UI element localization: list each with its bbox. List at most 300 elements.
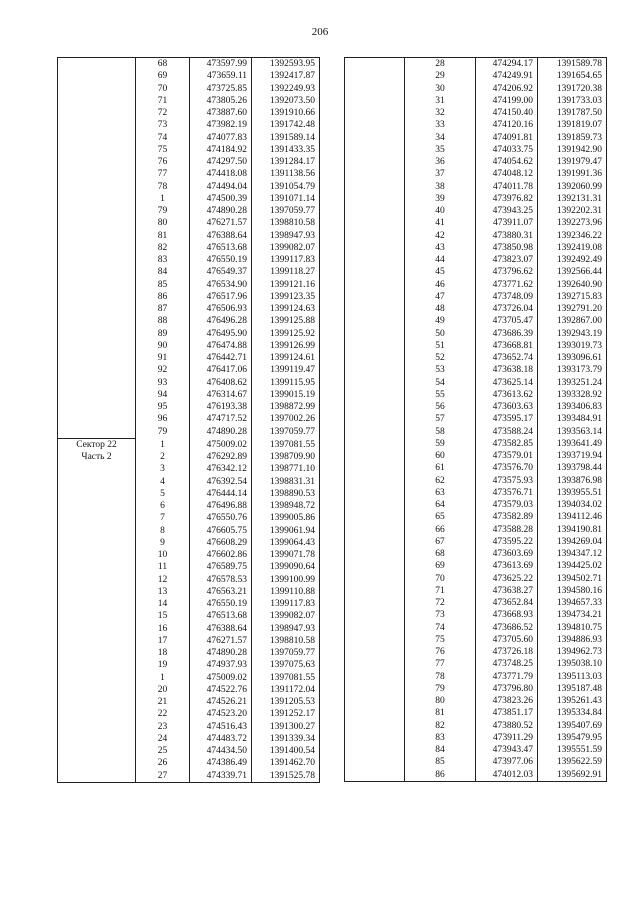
section-label-cell bbox=[58, 352, 136, 364]
y-coordinate-cell: 1391654.65 bbox=[538, 70, 607, 82]
point-number-cell: 68 bbox=[405, 548, 476, 560]
section-label-cell bbox=[345, 744, 405, 756]
x-coordinate-cell: 473659.11 bbox=[190, 70, 252, 82]
table-row bbox=[58, 757, 320, 769]
table-row bbox=[58, 144, 320, 156]
table-row bbox=[345, 303, 607, 315]
table-row bbox=[58, 389, 320, 401]
section-label-cell bbox=[58, 107, 136, 119]
table-body-right bbox=[345, 58, 607, 782]
x-coordinate-cell: 473771.62 bbox=[476, 279, 538, 291]
y-coordinate-cell: 1392593.95 bbox=[252, 58, 320, 71]
section-label-cell bbox=[345, 511, 405, 523]
section-label-cell bbox=[58, 242, 136, 254]
section-label-cell bbox=[345, 573, 405, 585]
point-number-cell: 23 bbox=[136, 721, 190, 733]
y-coordinate-cell: 1391071.14 bbox=[252, 193, 320, 205]
table-row bbox=[345, 756, 607, 768]
section-label-cell bbox=[345, 58, 405, 71]
y-coordinate-cell: 1394112.46 bbox=[538, 511, 607, 523]
point-number-cell: 34 bbox=[405, 132, 476, 144]
table-row bbox=[345, 536, 607, 548]
point-number-cell: 70 bbox=[405, 573, 476, 585]
y-coordinate-cell: 1393798.44 bbox=[538, 462, 607, 474]
x-coordinate-cell: 473638.18 bbox=[476, 364, 538, 376]
point-number-cell: 58 bbox=[405, 426, 476, 438]
section-label-cell bbox=[58, 696, 136, 708]
section-label-cell bbox=[58, 623, 136, 635]
y-coordinate-cell: 1399124.61 bbox=[252, 352, 320, 364]
y-coordinate-cell: 1391400.54 bbox=[252, 745, 320, 757]
x-coordinate-cell: 473603.69 bbox=[476, 548, 538, 560]
section-label-cell bbox=[58, 574, 136, 586]
section-label-cell bbox=[345, 769, 405, 782]
x-coordinate-cell: 473705.60 bbox=[476, 634, 538, 646]
y-coordinate-cell: 1397002.26 bbox=[252, 413, 320, 425]
table-row bbox=[345, 732, 607, 744]
point-number-cell: 70 bbox=[136, 83, 190, 95]
table-row bbox=[345, 720, 607, 732]
section-label-cell bbox=[58, 193, 136, 205]
x-coordinate-cell: 473652.74 bbox=[476, 352, 538, 364]
y-coordinate-cell: 1397059.77 bbox=[252, 647, 320, 659]
point-number-cell: 62 bbox=[405, 475, 476, 487]
y-coordinate-cell: 1399082.07 bbox=[252, 610, 320, 622]
x-coordinate-cell: 474516.43 bbox=[190, 721, 252, 733]
section-label-cell bbox=[58, 254, 136, 266]
table-row bbox=[345, 193, 607, 205]
x-coordinate-cell: 474526.21 bbox=[190, 696, 252, 708]
x-coordinate-cell: 473576.70 bbox=[476, 462, 538, 474]
y-coordinate-cell: 1398709.90 bbox=[252, 451, 320, 463]
x-coordinate-cell: 474077.83 bbox=[190, 132, 252, 144]
y-coordinate-cell: 1391991.36 bbox=[538, 168, 607, 180]
y-coordinate-cell: 1392715.83 bbox=[538, 291, 607, 303]
y-coordinate-cell: 1395692.91 bbox=[538, 769, 607, 782]
x-coordinate-cell: 476578.53 bbox=[190, 574, 252, 586]
table-row bbox=[345, 266, 607, 278]
x-coordinate-cell: 476495.90 bbox=[190, 328, 252, 340]
y-coordinate-cell: 1392566.44 bbox=[538, 266, 607, 278]
y-coordinate-cell: 1392202.31 bbox=[538, 205, 607, 217]
table-row bbox=[58, 254, 320, 266]
y-coordinate-cell: 1391942.90 bbox=[538, 144, 607, 156]
section-label-cell bbox=[345, 254, 405, 266]
section-label-cell bbox=[345, 107, 405, 119]
table-row bbox=[58, 217, 320, 229]
section-label-cell bbox=[58, 745, 136, 757]
x-coordinate-cell: 473911.29 bbox=[476, 732, 538, 744]
table-row bbox=[345, 352, 607, 364]
point-number-cell: 89 bbox=[136, 328, 190, 340]
x-coordinate-cell: 473887.60 bbox=[190, 107, 252, 119]
point-number-cell: 67 bbox=[405, 536, 476, 548]
point-number-cell: 38 bbox=[405, 181, 476, 193]
point-number-cell: 11 bbox=[136, 561, 190, 573]
point-number-cell: 95 bbox=[136, 401, 190, 413]
section-label-cell bbox=[58, 205, 136, 217]
table-row bbox=[345, 315, 607, 327]
section-label-cell bbox=[58, 512, 136, 524]
y-coordinate-cell: 1395551.59 bbox=[538, 744, 607, 756]
table-row bbox=[345, 217, 607, 229]
x-coordinate-cell: 473686.52 bbox=[476, 622, 538, 634]
section-label-cell bbox=[345, 230, 405, 242]
point-number-cell: 72 bbox=[136, 107, 190, 119]
point-number-cell: 69 bbox=[136, 70, 190, 82]
point-number-cell: 93 bbox=[136, 377, 190, 389]
table-row bbox=[345, 769, 607, 782]
section-label-cell bbox=[58, 291, 136, 303]
x-coordinate-cell: 475009.02 bbox=[190, 438, 252, 451]
table-row bbox=[345, 658, 607, 670]
table-row bbox=[58, 488, 320, 500]
section-label-cell bbox=[58, 328, 136, 340]
y-coordinate-cell: 1391172.04 bbox=[252, 684, 320, 696]
point-number-cell: 28 bbox=[405, 58, 476, 71]
section-label-cell bbox=[58, 647, 136, 659]
table-row bbox=[345, 254, 607, 266]
table-row bbox=[58, 672, 320, 684]
table-row bbox=[345, 683, 607, 695]
point-number-cell: 63 bbox=[405, 487, 476, 499]
section-label-cell bbox=[345, 646, 405, 658]
coordinates-table-left bbox=[57, 57, 320, 783]
y-coordinate-cell: 1399064.43 bbox=[252, 537, 320, 549]
x-coordinate-cell: 473576.71 bbox=[476, 487, 538, 499]
y-coordinate-cell: 1393876.98 bbox=[538, 475, 607, 487]
section-label-cell bbox=[58, 721, 136, 733]
table-row bbox=[345, 646, 607, 658]
table-row bbox=[58, 696, 320, 708]
x-coordinate-cell: 473748.09 bbox=[476, 291, 538, 303]
x-coordinate-cell: 476513.68 bbox=[190, 610, 252, 622]
y-coordinate-cell: 1399115.95 bbox=[252, 377, 320, 389]
x-coordinate-cell: 473805.26 bbox=[190, 95, 252, 107]
section-label-cell bbox=[58, 279, 136, 291]
table-row bbox=[58, 193, 320, 205]
point-number-cell: 79 bbox=[136, 205, 190, 217]
x-coordinate-cell: 476496.88 bbox=[190, 500, 252, 512]
x-coordinate-cell: 476550.76 bbox=[190, 512, 252, 524]
point-number-cell: 54 bbox=[405, 377, 476, 389]
x-coordinate-cell: 476442.71 bbox=[190, 352, 252, 364]
y-coordinate-cell: 1392073.50 bbox=[252, 95, 320, 107]
x-coordinate-cell: 473976.82 bbox=[476, 193, 538, 205]
y-coordinate-cell: 1391339.34 bbox=[252, 733, 320, 745]
table-row bbox=[345, 181, 607, 193]
point-number-cell: 25 bbox=[136, 745, 190, 757]
table-row bbox=[58, 512, 320, 524]
point-number-cell: 80 bbox=[136, 217, 190, 229]
table-body-left bbox=[58, 58, 320, 783]
point-number-cell: 78 bbox=[405, 671, 476, 683]
y-coordinate-cell: 1399124.63 bbox=[252, 303, 320, 315]
y-coordinate-cell: 1394810.75 bbox=[538, 622, 607, 634]
y-coordinate-cell: 1398810.58 bbox=[252, 217, 320, 229]
table-row bbox=[345, 377, 607, 389]
y-coordinate-cell: 1394962.73 bbox=[538, 646, 607, 658]
x-coordinate-cell: 475009.02 bbox=[190, 672, 252, 684]
point-number-cell: 18 bbox=[136, 647, 190, 659]
y-coordinate-cell: 1395334.84 bbox=[538, 707, 607, 719]
table-row bbox=[345, 95, 607, 107]
x-coordinate-cell: 473850.98 bbox=[476, 242, 538, 254]
y-coordinate-cell: 1398872.99 bbox=[252, 401, 320, 413]
point-number-cell: 17 bbox=[136, 635, 190, 647]
table-row bbox=[58, 340, 320, 352]
section-label-cell bbox=[345, 634, 405, 646]
point-number-cell: 75 bbox=[136, 144, 190, 156]
point-number-cell: 2 bbox=[136, 451, 190, 463]
table-row bbox=[58, 586, 320, 598]
y-coordinate-cell: 1392943.19 bbox=[538, 328, 607, 340]
section-label-cell bbox=[58, 525, 136, 537]
point-number-cell: 45 bbox=[405, 266, 476, 278]
table-row bbox=[58, 83, 320, 95]
table-row bbox=[58, 623, 320, 635]
table-row bbox=[345, 328, 607, 340]
section-label-cell bbox=[345, 119, 405, 131]
y-coordinate-cell: 1397081.55 bbox=[252, 438, 320, 451]
x-coordinate-cell: 473823.07 bbox=[476, 254, 538, 266]
y-coordinate-cell: 1391979.47 bbox=[538, 156, 607, 168]
table-row bbox=[345, 475, 607, 487]
table-row bbox=[345, 524, 607, 536]
table-row bbox=[58, 242, 320, 254]
y-coordinate-cell: 1393484.91 bbox=[538, 413, 607, 425]
y-coordinate-cell: 1393719.94 bbox=[538, 450, 607, 462]
point-number-cell: 13 bbox=[136, 586, 190, 598]
x-coordinate-cell: 476314.67 bbox=[190, 389, 252, 401]
section-label-cell bbox=[345, 303, 405, 315]
point-number-cell: 1 bbox=[136, 672, 190, 684]
table-row bbox=[58, 181, 320, 193]
y-coordinate-cell: 1393406.83 bbox=[538, 401, 607, 413]
point-number-cell: 73 bbox=[136, 119, 190, 131]
x-coordinate-cell: 476534.90 bbox=[190, 279, 252, 291]
y-coordinate-cell: 1392492.49 bbox=[538, 254, 607, 266]
x-coordinate-cell: 473705.47 bbox=[476, 315, 538, 327]
point-number-cell: 39 bbox=[405, 193, 476, 205]
table-row bbox=[345, 634, 607, 646]
x-coordinate-cell: 473771.79 bbox=[476, 671, 538, 683]
y-coordinate-cell: 1392867.00 bbox=[538, 315, 607, 327]
x-coordinate-cell: 474386.49 bbox=[190, 757, 252, 769]
y-coordinate-cell: 1391819.07 bbox=[538, 119, 607, 131]
table-row bbox=[345, 707, 607, 719]
y-coordinate-cell: 1397075.63 bbox=[252, 659, 320, 671]
table-row bbox=[58, 315, 320, 327]
section-label-cell bbox=[345, 609, 405, 621]
table-row bbox=[345, 426, 607, 438]
section-label-cell bbox=[58, 586, 136, 598]
section-label-cell bbox=[58, 659, 136, 671]
y-coordinate-cell: 1399015.19 bbox=[252, 389, 320, 401]
y-coordinate-cell: 1391742.48 bbox=[252, 119, 320, 131]
section-label-cell bbox=[345, 548, 405, 560]
x-coordinate-cell: 476602.86 bbox=[190, 549, 252, 561]
y-coordinate-cell: 1395479.95 bbox=[538, 732, 607, 744]
x-coordinate-cell: 474890.28 bbox=[190, 647, 252, 659]
x-coordinate-cell: 474418.08 bbox=[190, 168, 252, 180]
x-coordinate-cell: 474120.16 bbox=[476, 119, 538, 131]
x-coordinate-cell: 476417.06 bbox=[190, 364, 252, 376]
y-coordinate-cell: 1399090.64 bbox=[252, 561, 320, 573]
y-coordinate-cell: 1399082.07 bbox=[252, 242, 320, 254]
section-label-cell bbox=[345, 536, 405, 548]
table-row bbox=[345, 168, 607, 180]
x-coordinate-cell: 473582.89 bbox=[476, 511, 538, 523]
point-number-cell: 71 bbox=[405, 585, 476, 597]
y-coordinate-cell: 1399123.35 bbox=[252, 291, 320, 303]
point-number-cell: 1 bbox=[136, 193, 190, 205]
table-row bbox=[345, 585, 607, 597]
y-coordinate-cell: 1395407.69 bbox=[538, 720, 607, 732]
section-label-cell bbox=[58, 598, 136, 610]
section-label-cell bbox=[58, 537, 136, 549]
x-coordinate-cell: 473982.19 bbox=[190, 119, 252, 131]
point-number-cell: 53 bbox=[405, 364, 476, 376]
section-label-cell bbox=[58, 315, 136, 327]
table-row bbox=[58, 364, 320, 376]
x-coordinate-cell: 473726.18 bbox=[476, 646, 538, 658]
point-number-cell: 83 bbox=[405, 732, 476, 744]
point-number-cell: 26 bbox=[136, 757, 190, 769]
table-row bbox=[345, 144, 607, 156]
table-row bbox=[345, 364, 607, 376]
x-coordinate-cell: 473597.99 bbox=[190, 58, 252, 71]
section-label-cell bbox=[345, 585, 405, 597]
x-coordinate-cell: 476388.64 bbox=[190, 623, 252, 635]
table-row bbox=[58, 635, 320, 647]
x-coordinate-cell: 473823.26 bbox=[476, 695, 538, 707]
table-row bbox=[345, 609, 607, 621]
table-row bbox=[58, 266, 320, 278]
x-coordinate-cell: 476549.37 bbox=[190, 266, 252, 278]
y-coordinate-cell: 1399117.83 bbox=[252, 598, 320, 610]
section-label-cell bbox=[345, 707, 405, 719]
table-row bbox=[58, 377, 320, 389]
table-row bbox=[58, 500, 320, 512]
y-coordinate-cell: 1397059.77 bbox=[252, 426, 320, 439]
section-label-cell bbox=[345, 499, 405, 511]
table-row bbox=[345, 401, 607, 413]
table-row bbox=[345, 511, 607, 523]
x-coordinate-cell: 474890.28 bbox=[190, 205, 252, 217]
x-coordinate-cell: 476474.88 bbox=[190, 340, 252, 352]
point-number-cell: 88 bbox=[136, 315, 190, 327]
x-coordinate-cell: 476550.19 bbox=[190, 598, 252, 610]
point-number-cell: 77 bbox=[405, 658, 476, 670]
table-row bbox=[345, 499, 607, 511]
x-coordinate-cell: 473575.93 bbox=[476, 475, 538, 487]
x-coordinate-cell: 474011.78 bbox=[476, 181, 538, 193]
section-label-cell bbox=[345, 524, 405, 536]
table-row bbox=[345, 597, 607, 609]
table-row bbox=[345, 230, 607, 242]
y-coordinate-cell: 1399110.88 bbox=[252, 586, 320, 598]
point-number-cell: 69 bbox=[405, 560, 476, 572]
point-number-cell: 96 bbox=[136, 413, 190, 425]
point-number-cell: 61 bbox=[405, 462, 476, 474]
x-coordinate-cell: 476408.62 bbox=[190, 377, 252, 389]
table-row bbox=[58, 708, 320, 720]
point-number-cell: 74 bbox=[136, 132, 190, 144]
y-coordinate-cell: 1394502.71 bbox=[538, 573, 607, 585]
x-coordinate-cell: 474937.93 bbox=[190, 659, 252, 671]
point-number-cell: 85 bbox=[405, 756, 476, 768]
section-label-cell bbox=[58, 757, 136, 769]
table-row bbox=[58, 413, 320, 425]
table-row bbox=[345, 242, 607, 254]
y-coordinate-cell: 1399005.86 bbox=[252, 512, 320, 524]
section-label-cell bbox=[345, 83, 405, 95]
table-row bbox=[58, 279, 320, 291]
point-number-cell: 21 bbox=[136, 696, 190, 708]
point-number-cell: 24 bbox=[136, 733, 190, 745]
x-coordinate-cell: 474184.92 bbox=[190, 144, 252, 156]
y-coordinate-cell: 1394580.16 bbox=[538, 585, 607, 597]
x-coordinate-cell: 474033.75 bbox=[476, 144, 538, 156]
section-label-cell bbox=[345, 95, 405, 107]
point-number-cell: 41 bbox=[405, 217, 476, 229]
table-row bbox=[345, 413, 607, 425]
y-coordinate-cell: 1398947.93 bbox=[252, 623, 320, 635]
table-row bbox=[58, 721, 320, 733]
section-label-cell bbox=[58, 684, 136, 696]
point-number-cell: 80 bbox=[405, 695, 476, 707]
y-coordinate-cell: 1392131.31 bbox=[538, 193, 607, 205]
section-label-cell bbox=[345, 315, 405, 327]
y-coordinate-cell: 1393251.24 bbox=[538, 377, 607, 389]
point-number-cell: 32 bbox=[405, 107, 476, 119]
point-number-cell: 42 bbox=[405, 230, 476, 242]
section-label-cell bbox=[58, 144, 136, 156]
table-row bbox=[58, 598, 320, 610]
x-coordinate-cell: 476292.89 bbox=[190, 451, 252, 463]
point-number-cell: 46 bbox=[405, 279, 476, 291]
x-coordinate-cell: 474523.20 bbox=[190, 708, 252, 720]
y-coordinate-cell: 1391300.27 bbox=[252, 721, 320, 733]
point-number-cell: 76 bbox=[136, 156, 190, 168]
point-number-cell: 27 bbox=[136, 770, 190, 783]
x-coordinate-cell: 473603.63 bbox=[476, 401, 538, 413]
point-number-cell: 55 bbox=[405, 389, 476, 401]
y-coordinate-cell: 1391205.53 bbox=[252, 696, 320, 708]
table-row bbox=[58, 426, 320, 439]
x-coordinate-cell: 476506.93 bbox=[190, 303, 252, 315]
section-label-cell bbox=[345, 352, 405, 364]
table-row bbox=[58, 156, 320, 168]
point-number-cell: 35 bbox=[405, 144, 476, 156]
table-row bbox=[58, 451, 320, 463]
section-label-cell bbox=[345, 291, 405, 303]
table-row bbox=[345, 340, 607, 352]
x-coordinate-cell: 473668.81 bbox=[476, 340, 538, 352]
y-coordinate-cell: 1392640.90 bbox=[538, 279, 607, 291]
x-coordinate-cell: 474500.39 bbox=[190, 193, 252, 205]
x-coordinate-cell: 474717.52 bbox=[190, 413, 252, 425]
section-label-cell bbox=[345, 377, 405, 389]
point-number-cell: 84 bbox=[405, 744, 476, 756]
y-coordinate-cell: 1392346.22 bbox=[538, 230, 607, 242]
y-coordinate-cell: 1391859.73 bbox=[538, 132, 607, 144]
point-number-cell: 79 bbox=[405, 683, 476, 695]
table-row bbox=[345, 695, 607, 707]
section-label-cell bbox=[345, 193, 405, 205]
section-label-cell bbox=[58, 266, 136, 278]
